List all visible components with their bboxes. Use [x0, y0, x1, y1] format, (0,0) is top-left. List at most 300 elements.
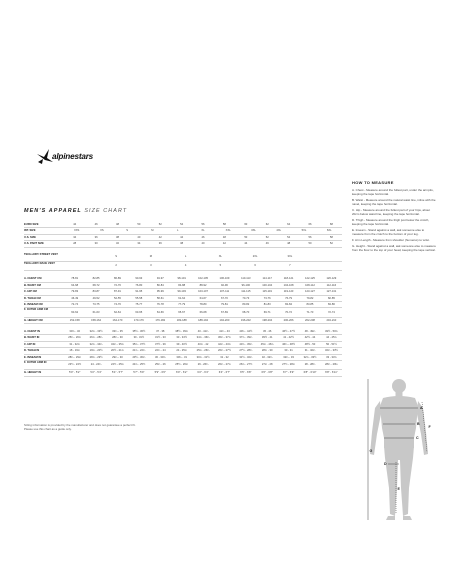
- row-label: A. CHEST CM: [24, 277, 42, 281]
- table-cell: 194-200: [219, 318, 230, 322]
- table-cell: 58-61: [156, 296, 164, 300]
- table-cell: 60: [244, 223, 248, 226]
- row-cells: [64, 363, 342, 366]
- table-cell: 84-86: [327, 302, 335, 306]
- table-cell: S: [126, 229, 129, 233]
- how-to-measure-item: B. Waist - Measure around the natural waist line, inline with the navel, keeping the tape horizontal.: [352, 198, 436, 206]
- table-cell: L: [184, 254, 187, 258]
- table-cell: 82-84: [285, 302, 293, 306]
- table-cell: XXL: [225, 229, 231, 233]
- table-cell: 27½ - 28¾: [239, 349, 253, 353]
- table-cell: 30¾ - 32: [69, 330, 80, 334]
- size-table: [24, 222, 342, 377]
- table-cell: 67-70: [220, 296, 228, 300]
- table-cell: 44: [244, 242, 248, 246]
- row-label: D. THIGH IN: [24, 349, 40, 353]
- table-cell: 33¾ - 35: [112, 330, 123, 334]
- table-cell: 44: [73, 223, 77, 226]
- table-cell: 107-111: [219, 290, 230, 294]
- table-cell: 52: [265, 235, 269, 239]
- table-cell: 72-74: [71, 302, 79, 306]
- table-row: [24, 318, 342, 324]
- table-cell: 76-80: [135, 283, 143, 287]
- table-cell: 76-78: [156, 302, 164, 306]
- table-cell: 31 - 32¾: [69, 342, 80, 346]
- table-cell: 38½ - 39¾: [175, 330, 189, 334]
- table-cell: 73-75: [92, 302, 100, 306]
- row-label: G. HEIGHT IN: [24, 371, 42, 375]
- table-row: [24, 241, 342, 247]
- table-cell: 28: [73, 242, 77, 246]
- table-cell: 87-91: [114, 290, 121, 294]
- table-cell: 36¼ - 37¾: [218, 336, 231, 340]
- row-cells: [64, 370, 342, 376]
- table-cell: 50: [137, 223, 141, 226]
- table-row: [24, 361, 342, 370]
- row-label: EURO SIZE: [24, 223, 39, 226]
- table-cell: 64-67: [199, 296, 207, 300]
- table-cell: 79-81: [220, 302, 228, 306]
- table-cell: 122-125: [305, 277, 315, 281]
- table-cell: XS: [100, 229, 104, 233]
- table-cell: 42: [222, 242, 226, 246]
- table-cell: 24½ - 25¼: [111, 363, 124, 367]
- table-cell: 102-105: [198, 277, 208, 281]
- table-cell: 28¼ - 29¼: [68, 355, 82, 359]
- table-cell: 76-79: [285, 296, 293, 300]
- table-cell: 48: [287, 242, 291, 246]
- table-cell: S: [115, 254, 118, 258]
- table-cell: 7: [289, 264, 291, 268]
- table-cell: 170-176: [133, 318, 144, 322]
- table-cell: 45 - 46: [263, 330, 272, 334]
- row-label: TECH-AIR® RACE VEST: [24, 261, 55, 265]
- table-cell: 90-93: [135, 277, 143, 281]
- row-label: B. WAIST CM: [24, 283, 41, 287]
- table-cell: 54: [180, 223, 184, 226]
- table-cell: 66-68: [199, 310, 207, 314]
- table-cell: 127-131: [326, 290, 337, 294]
- table-cell: 31½ - 32¼: [239, 355, 253, 359]
- table-cell: 58: [329, 235, 333, 239]
- table-cell: 96-100: [241, 283, 250, 287]
- table-cell: 73-76: [263, 296, 271, 300]
- table-cell: 79-82: [306, 296, 314, 300]
- row-label: A. CHEST IN: [24, 330, 40, 334]
- how-to-measure-list: [352, 189, 436, 253]
- table-cell: 5: [219, 264, 222, 268]
- row-label: C. HIP IN: [24, 342, 36, 346]
- table-cell: 6'4" - 6'7": [218, 371, 231, 375]
- table-cell: 98-101: [177, 277, 186, 281]
- table-cell: 25½ - 26¼: [175, 363, 189, 367]
- table-cell: 50: [244, 235, 248, 239]
- row-cells: [64, 241, 342, 247]
- table-cell: [64, 264, 99, 267]
- row-label: C. HIP CM: [24, 290, 37, 294]
- table-cell: XL: [201, 229, 205, 233]
- row-label: G. HEIGHT CM: [24, 318, 43, 322]
- table-cell: 33 - 34½: [176, 336, 187, 340]
- table-cell: 68-70: [242, 310, 250, 314]
- row-label: E. INSEAM IN: [24, 355, 42, 359]
- how-to-measure-item: G. Height - Stand against a wall, ask someone else to measure from the floor to the top of your head, keeping the tape vertical.: [352, 244, 436, 252]
- table-cell: 4: [184, 264, 187, 268]
- figure-label-e: E: [397, 487, 400, 491]
- table-cell: 52: [158, 223, 162, 226]
- table-cell: 62: [265, 223, 269, 226]
- table-cell: 70-72: [285, 310, 293, 314]
- table-cell: [307, 264, 342, 267]
- table-cell: 35¾ - 37½: [132, 342, 146, 346]
- table-cell: 45¼ - 46¾: [260, 342, 274, 346]
- table-cell: 64: [287, 223, 291, 226]
- row-label: F. OUTER ARM IN: [24, 361, 47, 365]
- table-cell: 61-63: [92, 310, 100, 314]
- table-cell: 34¼ - 35¾: [111, 342, 124, 346]
- table-cell: 34: [137, 242, 141, 246]
- table-cell: 78-80: [199, 302, 207, 306]
- table-cell: 40: [137, 235, 141, 239]
- table-cell: 75-77: [135, 302, 143, 306]
- table-cell: 83-87: [92, 290, 100, 294]
- table-cell: 38: [115, 235, 119, 239]
- table-cell: 188-194: [198, 318, 208, 322]
- table-cell: 77-79: [178, 302, 186, 306]
- body-measurement-figure-icon: [366, 376, 432, 524]
- table-cell: 23½ - 24½: [68, 363, 82, 367]
- table-cell: 60-62: [71, 310, 79, 314]
- table-cell: 27¼ - 28: [261, 363, 273, 367]
- how-to-measure-item: C. Hip - Measure around the fullest part of your hips, about 20cm below waist line, keeping the tape horizontal.: [352, 208, 431, 216]
- table-cell: 32¾ - 34¼: [89, 342, 103, 346]
- figure-label-f: F: [428, 425, 431, 429]
- table-cell: 48½ - 50: [304, 342, 316, 346]
- table-cell: 30 - 30¾: [154, 355, 166, 359]
- table-cell: [64, 255, 99, 258]
- table-cell: 22¾ - 24: [154, 349, 166, 353]
- table-cell: 46½ - 47½: [282, 330, 296, 334]
- table-cell: 204-210: [326, 318, 337, 322]
- row-label: D. THIGH CM: [24, 296, 41, 300]
- table-cell: 86-89: [114, 277, 121, 281]
- table-cell: 6'7" - 6'9": [282, 371, 295, 375]
- body-silhouette: [366, 376, 432, 524]
- table-cell: 70-73: [242, 296, 250, 300]
- table-cell: 4XL: [276, 229, 282, 233]
- table-cell: 78-81: [71, 277, 79, 281]
- table-cell: 20½ - 21¾: [111, 349, 124, 353]
- how-to-measure: [352, 180, 436, 255]
- table-cell: 40: [201, 242, 205, 246]
- table-cell: 115-119: [262, 290, 272, 294]
- table-cell: 25¼ - 26¾: [68, 336, 82, 340]
- table-cell: 34¾ - 36¼: [196, 336, 210, 340]
- table-cell: 46: [94, 223, 98, 226]
- table-cell: 92-96: [220, 283, 228, 287]
- how-to-measure-item: D. Thigh - Measure around the thigh just below the crotch, keeping the tape horizontal.: [352, 218, 430, 226]
- table-cell: 24 - 25¼: [176, 349, 187, 353]
- table-cell: 46: [265, 242, 269, 246]
- table-cell: 46-49: [71, 296, 79, 300]
- table-cell: 62-64: [114, 310, 121, 314]
- table-cell: 24¾ - 25½: [132, 363, 146, 367]
- table-cell: 46¾ - 48½: [282, 342, 296, 346]
- table-cell: L: [176, 229, 179, 233]
- table-cell: 71-73: [306, 310, 314, 314]
- table-row: [24, 370, 342, 376]
- table-cell: 79-83: [71, 290, 79, 294]
- table-cell: 72-76: [114, 283, 121, 287]
- how-to-measure-item: F. Arm Length - Measure from shoulder (humerus) to wrist.: [352, 238, 430, 242]
- table-cell: [307, 255, 342, 258]
- table-cell: 43¼ - 44½: [239, 330, 253, 334]
- table-cell: 32¼ - 33½: [89, 330, 103, 334]
- table-cell: 42¼ - 43¾: [218, 342, 231, 346]
- table-cell: 182-188: [176, 318, 187, 322]
- row-cells: [64, 264, 342, 267]
- table-cell: 32¾ - 33½: [303, 355, 317, 359]
- footer-note: [24, 424, 234, 431]
- table-cell: 41 - 42½: [283, 336, 294, 340]
- table-cell: 82-85: [327, 296, 335, 300]
- table-cell: 28¾ - 30: [261, 349, 273, 353]
- table-cell: 55-58: [135, 296, 143, 300]
- table-cell: 200-206: [283, 318, 294, 322]
- table-cell: 80-82: [242, 302, 250, 306]
- table-cell: 5XL: [301, 229, 307, 233]
- table-cell: 44: [180, 235, 184, 239]
- table-cell: 19¼ - 20½: [89, 349, 103, 353]
- table-cell: 37¾ - 39¼: [239, 336, 253, 340]
- table-cell: 33 - 33¾: [326, 355, 337, 359]
- table-cell: 80-84: [156, 283, 164, 287]
- table-cell: 114-117: [262, 277, 272, 281]
- table-cell: 64-68: [71, 283, 79, 287]
- how-to-measure-title: HOW TO MEASURE: [352, 180, 394, 185]
- table-cell: 69-71: [263, 310, 271, 314]
- table-cell: 32 - 32¾: [261, 355, 273, 359]
- table-cell: 25¼ - 26¼: [196, 349, 210, 353]
- row-cells: [64, 318, 342, 324]
- table-cell: 52: [329, 242, 333, 246]
- table-cell: 118-121: [283, 277, 294, 281]
- table-cell: 36: [158, 242, 162, 246]
- table-cell: 40¾ - 42: [197, 342, 209, 346]
- table-cell: M: [151, 229, 154, 233]
- table-cell: 65-67: [178, 310, 186, 314]
- table-cell: 37½ - 39: [154, 342, 166, 346]
- table-cell: 26 - 26¾: [197, 363, 209, 367]
- table-cell: 31 - 32: [220, 355, 229, 359]
- table-cell: 35½ - 36½: [132, 330, 146, 334]
- table-cell: 41¾ - 43: [219, 330, 230, 334]
- table-cell: 164-170: [112, 318, 123, 322]
- table-cell: 104-108: [283, 283, 294, 287]
- table-cell: 32¼ - 33: [283, 355, 294, 359]
- table-cell: 26¾ - 27½: [239, 363, 253, 367]
- table-cell: 21¾ - 22¾: [132, 349, 146, 353]
- table-cell: 5'7" - 5'9": [133, 371, 145, 375]
- table-cell: 26¼ - 27½: [218, 349, 231, 353]
- table-cell: 28 - 28¾: [304, 363, 316, 367]
- table-cell: 52-55: [114, 296, 121, 300]
- heading-main: MEN'S APPAREL: [24, 208, 82, 214]
- table-cell: 108-112: [305, 283, 315, 287]
- table-cell: 36: [94, 235, 98, 239]
- table-cell: 5'9" - 6'0": [154, 371, 166, 375]
- table-cell: 32¼ - 33½: [324, 349, 338, 353]
- table-cell: 43¾ - 45¼: [239, 342, 253, 346]
- table-cell: 49½ - 50¾: [324, 330, 338, 334]
- table-row: [24, 262, 342, 271]
- table-cell: 27½ - 28¼: [282, 363, 296, 367]
- table-cell: 5'2" - 5'4": [90, 371, 102, 375]
- table-cell: 67-69: [220, 310, 228, 314]
- table-cell: 42½ - 44: [304, 336, 316, 340]
- table-cell: 6'8" - 6'10": [303, 371, 317, 375]
- table-cell: 49-52: [92, 296, 100, 300]
- table-cell: 94-97: [156, 277, 164, 281]
- table-cell: 24 - 24¾: [90, 363, 102, 367]
- table-cell: 64-66: [156, 310, 164, 314]
- table-cell: 106-109: [219, 277, 230, 281]
- table-cell: 31½ - 33: [154, 336, 166, 340]
- table-cell: 30¼ - 31: [176, 355, 187, 359]
- row-label: B. WAIST IN: [24, 336, 40, 340]
- table-cell: 39½ - 41: [261, 336, 273, 340]
- table-cell: 29½ - 30¼: [132, 355, 146, 359]
- alpinestars-star-logo-icon: [36, 148, 108, 166]
- table-cell: 48 - 49¼: [304, 330, 316, 334]
- table-cell: 2XL: [252, 254, 258, 258]
- table-cell: 110-113: [241, 277, 251, 281]
- table-cell: 126-129: [326, 277, 337, 281]
- table-row: [24, 308, 342, 317]
- table-cell: 152-158: [69, 318, 80, 322]
- table-cell: 34: [73, 235, 77, 239]
- table-cell: 38: [180, 242, 184, 246]
- figure-label-d: D: [384, 462, 387, 466]
- table-cell: 84-88: [178, 283, 186, 287]
- table-cell: 48: [115, 223, 119, 226]
- table-cell: 30: [94, 242, 98, 246]
- table-cell: 18 - 19¼: [69, 349, 80, 353]
- table-cell: 28¼ - 30: [112, 336, 123, 340]
- logo-wordmark: alpinestars: [52, 152, 94, 161]
- figure-label-b: B: [417, 422, 420, 426]
- table-cell: 103-107: [198, 290, 208, 294]
- table-cell: 6'0" - 6'2": [175, 371, 188, 375]
- table-cell: 81-83: [263, 302, 271, 306]
- table-cell: 44 - 45¾: [326, 336, 337, 340]
- table-cell: 28¾ - 29½: [89, 355, 103, 359]
- table-cell: 39 - 40½: [176, 342, 187, 346]
- table-cell: 3: [150, 264, 152, 268]
- table-cell: XL: [218, 254, 223, 258]
- table-cell: XXS: [73, 229, 80, 233]
- row-label: U.S. PANT SIZE: [24, 242, 44, 246]
- table-cell: 6'8" - 6'11": [325, 371, 338, 375]
- table-cell: 6XL: [326, 229, 332, 233]
- row-label: INT. SIZE: [24, 229, 36, 233]
- table-cell: 6: [254, 264, 256, 268]
- table-row: [24, 253, 342, 262]
- table-cell: 54: [287, 235, 291, 239]
- table-cell: 6'2" - 6'4": [197, 371, 209, 375]
- table-cell: 66: [308, 223, 312, 226]
- figure-label-g: G: [369, 449, 373, 453]
- table-cell: 72-74: [327, 310, 335, 314]
- table-cell: 50: [308, 242, 312, 246]
- table-cell: 112-116: [326, 283, 337, 287]
- row-cells: [64, 311, 342, 314]
- table-cell: 99-103: [177, 290, 186, 294]
- figure-label-c: C: [416, 436, 419, 440]
- chart-heading: [24, 208, 127, 214]
- table-cell: 6'6" - 6'8": [261, 371, 273, 375]
- table-cell: 31 - 32¼: [304, 349, 316, 353]
- heading-sub: SIZE CHART: [84, 208, 128, 214]
- table-cell: 63-65: [135, 310, 143, 314]
- table-cell: 26¼ - 27¼: [218, 363, 231, 367]
- table-cell: 30 - 31: [284, 349, 293, 353]
- table-cell: 196-202: [240, 318, 251, 322]
- table-cell: 82-85: [92, 277, 100, 281]
- table-cell: 123-127: [305, 290, 315, 294]
- row-label: F. OUTER ARM CM: [24, 308, 48, 312]
- row-label: E. INSEAM CM: [24, 302, 43, 306]
- table-cell: 32: [115, 242, 119, 246]
- table-cell: 111-115: [241, 290, 251, 294]
- table-cell: 119-123: [283, 290, 294, 294]
- table-cell: 100-104: [262, 283, 273, 287]
- table-cell: 91-95: [135, 290, 143, 294]
- table-cell: 28¼ - 29¼: [324, 363, 338, 367]
- table-cell: M: [149, 254, 152, 258]
- table-cell: 88-92: [199, 283, 207, 287]
- table-cell: 61-64: [178, 296, 186, 300]
- table-cell: 5'0" - 5'2": [69, 371, 81, 375]
- table-cell: 158-164: [91, 318, 102, 322]
- table-cell: 95-99: [156, 290, 164, 294]
- table-cell: 50 - 51½: [326, 342, 337, 346]
- how-to-measure-item: A. Chest - Measure around the fullest part, under the armpits, keeping the tape horizontal.: [352, 188, 434, 196]
- table-cell: 42: [158, 235, 162, 239]
- table-cell: 2: [115, 264, 117, 268]
- row-label: U.S. SIZE: [24, 235, 36, 239]
- alpinestars-logo: [36, 148, 108, 166]
- table-cell: 3XL: [287, 254, 293, 258]
- table-cell: 58: [222, 223, 226, 226]
- table-cell: 26¾ - 28¼: [89, 336, 103, 340]
- table-cell: 83-85: [306, 302, 314, 306]
- table-cell: 56: [201, 223, 205, 226]
- table-cell: 56: [308, 235, 312, 239]
- table-cell: 40 - 41¼: [197, 330, 209, 334]
- table-cell: 48: [222, 235, 226, 239]
- table-cell: 176-182: [155, 318, 166, 322]
- table-cell: 25¼ - 26: [154, 363, 166, 367]
- footer-line: Sizing information is provided by the manufacturer and does not guarantee a perfect fit.: [24, 423, 136, 427]
- how-to-measure-item: E. Inseam - Stand against a wall, ask someone else to measure from the crotch to the bottom of your leg.: [352, 228, 425, 236]
- table-cell: 46: [201, 235, 205, 239]
- table-cell: 29¼ - 30: [112, 355, 123, 359]
- table-cell: 5'4" - 5'7": [111, 371, 124, 375]
- table-cell: 198-204: [262, 318, 273, 322]
- table-cell: 68-72: [92, 283, 100, 287]
- table-cell: 3XL: [251, 229, 256, 233]
